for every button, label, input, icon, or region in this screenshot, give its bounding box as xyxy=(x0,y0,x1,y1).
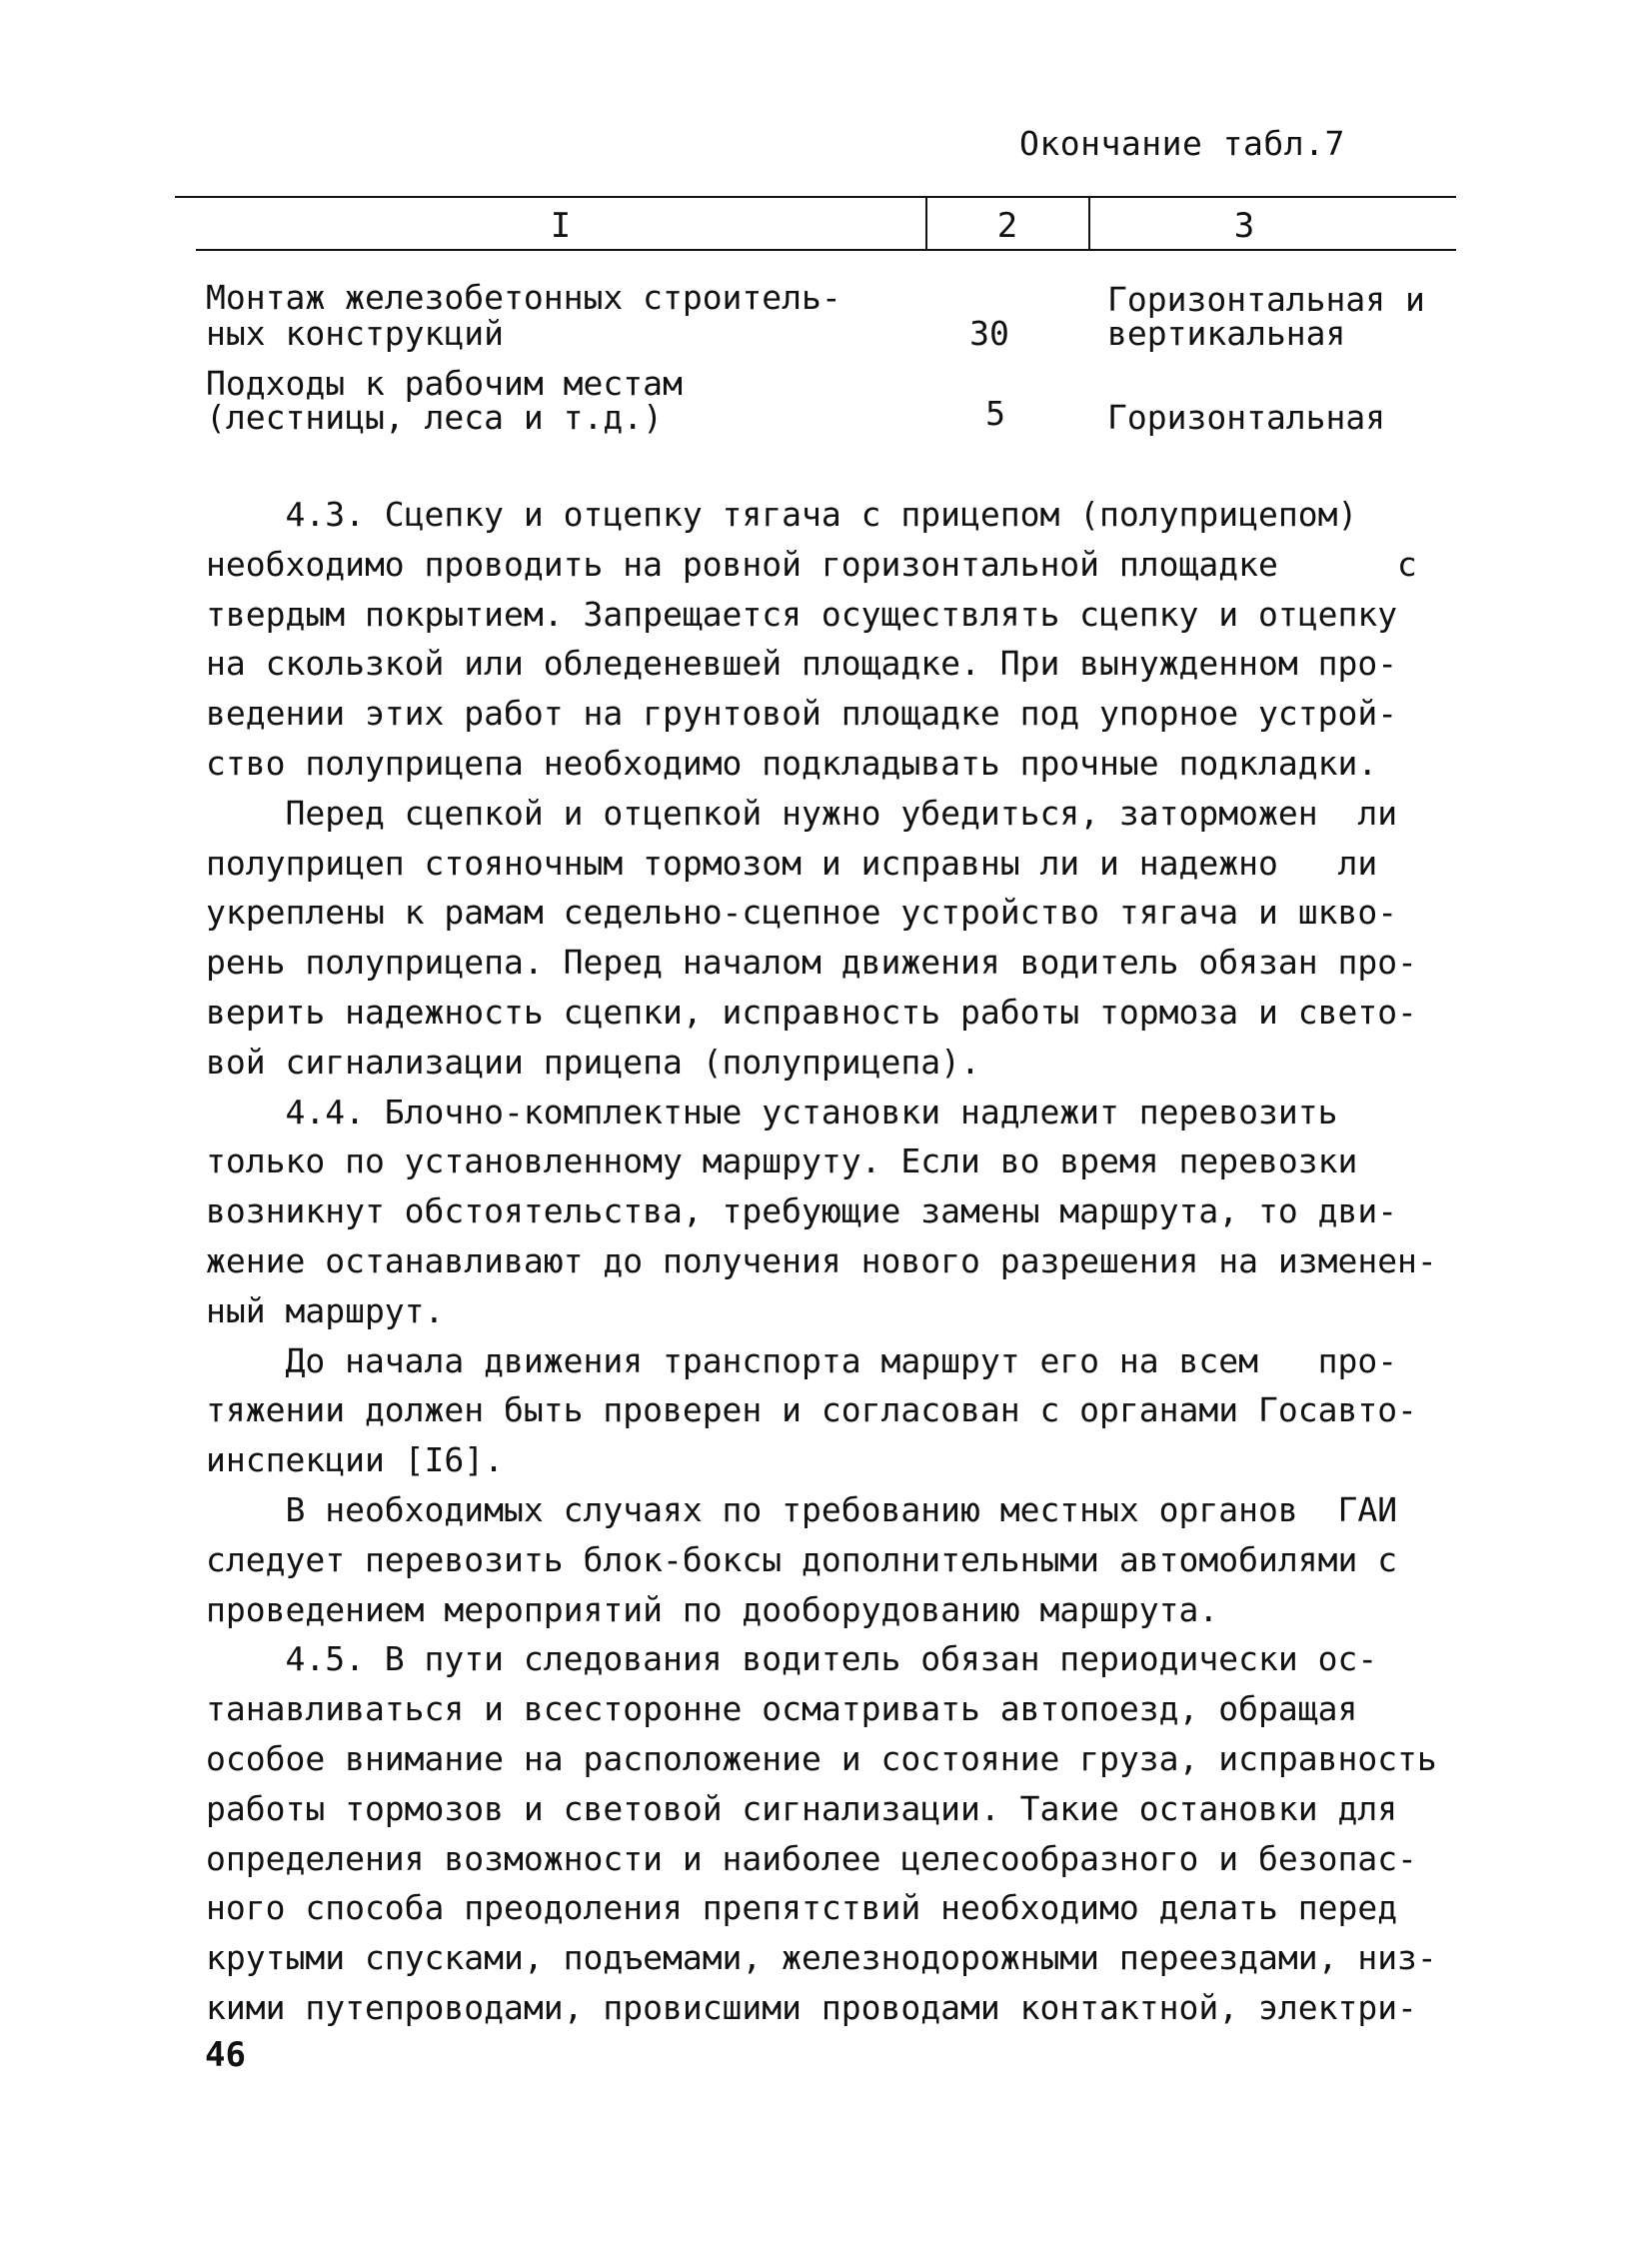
text-line: До начала движения транспорта маршрут его на всем про- xyxy=(206,1340,1398,1380)
text-line: 4.3. Сцепку и отцепку тягача с прицепом (полуприцепом) xyxy=(206,495,1358,534)
text-line: рень полуприцепа. Перед началом движения водитель обязан про- xyxy=(206,943,1417,983)
text-line: кими путепроводами, провисшими проводами контактной, электри- xyxy=(206,1987,1417,2027)
text-line: ство полуприцепа необходимо подкладывать прочные подкладки. xyxy=(206,743,1378,783)
text-line: крутыми спусками, подъемами, железнодорожными переездами, низ- xyxy=(206,1938,1437,1978)
text-line: ведении этих работ на грунтовой площадке под упорное устрой- xyxy=(206,694,1398,734)
text-line: 4.4. Блочно-комплектные установки надлежит перевозить xyxy=(206,1092,1338,1131)
table-row-2-col1-line2: (лестницы, леса и т.д.) xyxy=(206,398,663,437)
text-line: необходимо проводить на ровной горизонтальной площадке с xyxy=(206,544,1417,584)
table-row-2-col1-line1: Подходы к рабочим местам xyxy=(206,364,683,403)
table-row-1-col1-line1: Монтаж железобетонных строитель- xyxy=(206,278,841,317)
table-row-2-col3-line1: Горизонтальная xyxy=(1107,398,1386,437)
table-row-1-col3-line2: вертикальная xyxy=(1107,314,1346,353)
table-row-1-col1-line2: ных конструкций xyxy=(206,314,505,353)
table-row-1-col3-line1: Горизонтальная и xyxy=(1107,280,1425,319)
text-line: работы тормозов и световой сигнализации. Такие остановки для xyxy=(206,1788,1398,1828)
text-line: В необходимых случаях по требованию местных органов ГАИ xyxy=(206,1489,1398,1529)
text-line: следует перевозить блок-боксы дополнительными автомобилями с xyxy=(206,1539,1398,1579)
text-line: жение останавливают до получения нового разрешения на изменен- xyxy=(206,1240,1437,1280)
table-top-rule xyxy=(175,196,1456,198)
text-line: на скользкой или обледеневшей площадке. При вынужденном про- xyxy=(206,644,1398,684)
text-line: Перед сцепкой и отцепкой нужно убедиться, заторможен ли xyxy=(206,793,1398,833)
table-header-col1: I xyxy=(550,206,572,246)
table-header-col2: 2 xyxy=(996,206,1018,246)
text-line: инспекции [I6]. xyxy=(206,1440,505,1480)
text-line: особое внимание на расположение и состояние груза, исправность xyxy=(206,1738,1437,1778)
table-caption: Окончание табл.7 xyxy=(1019,124,1345,163)
text-line: определения возможности и наиболее целесообразного и безопас- xyxy=(206,1838,1417,1878)
text-line: танавливаться и всесторонне осматривать автопоезд, обращая xyxy=(206,1689,1358,1729)
table-row-1-col2: 30 xyxy=(969,314,1009,353)
text-line: тяжении должен быть проверен и согласован с органами Госавто- xyxy=(206,1390,1417,1430)
table-row-2-col2: 5 xyxy=(985,394,1005,433)
text-line: твердым покрытием. Запрещается осуществлять сцепку и отцепку xyxy=(206,594,1398,634)
table-header-rule xyxy=(196,249,1456,251)
text-line: ный маршрут. xyxy=(206,1290,445,1330)
text-line: вой сигнализации прицепа (полуприцепа). xyxy=(206,1042,980,1082)
page-number: 46 xyxy=(205,2035,246,2075)
text-line: 4.5. В пути следования водитель обязан периодически ос- xyxy=(206,1639,1378,1679)
text-line: полуприцеп стояночным тормозом и исправны ли и надежно ли xyxy=(206,843,1378,883)
table-header-col3: 3 xyxy=(1233,206,1255,246)
text-line: ного способа преодоления препятствий необходимо делать перед xyxy=(206,1888,1398,1928)
body-text xyxy=(206,490,1495,2033)
text-line: возникнут обстоятельства, требующие замены маршрута, то дви- xyxy=(206,1191,1398,1231)
text-line: верить надежность сцепки, исправность работы тормоза и свето- xyxy=(206,992,1417,1032)
text-line: укреплены к рамам седельно-сцепное устройство тягача и шкво- xyxy=(206,893,1398,933)
text-line: проведением мероприятий по дооборудованию маршрута. xyxy=(206,1589,1219,1629)
text-line: только по установленному маршруту. Если во время перевозки xyxy=(206,1141,1358,1181)
